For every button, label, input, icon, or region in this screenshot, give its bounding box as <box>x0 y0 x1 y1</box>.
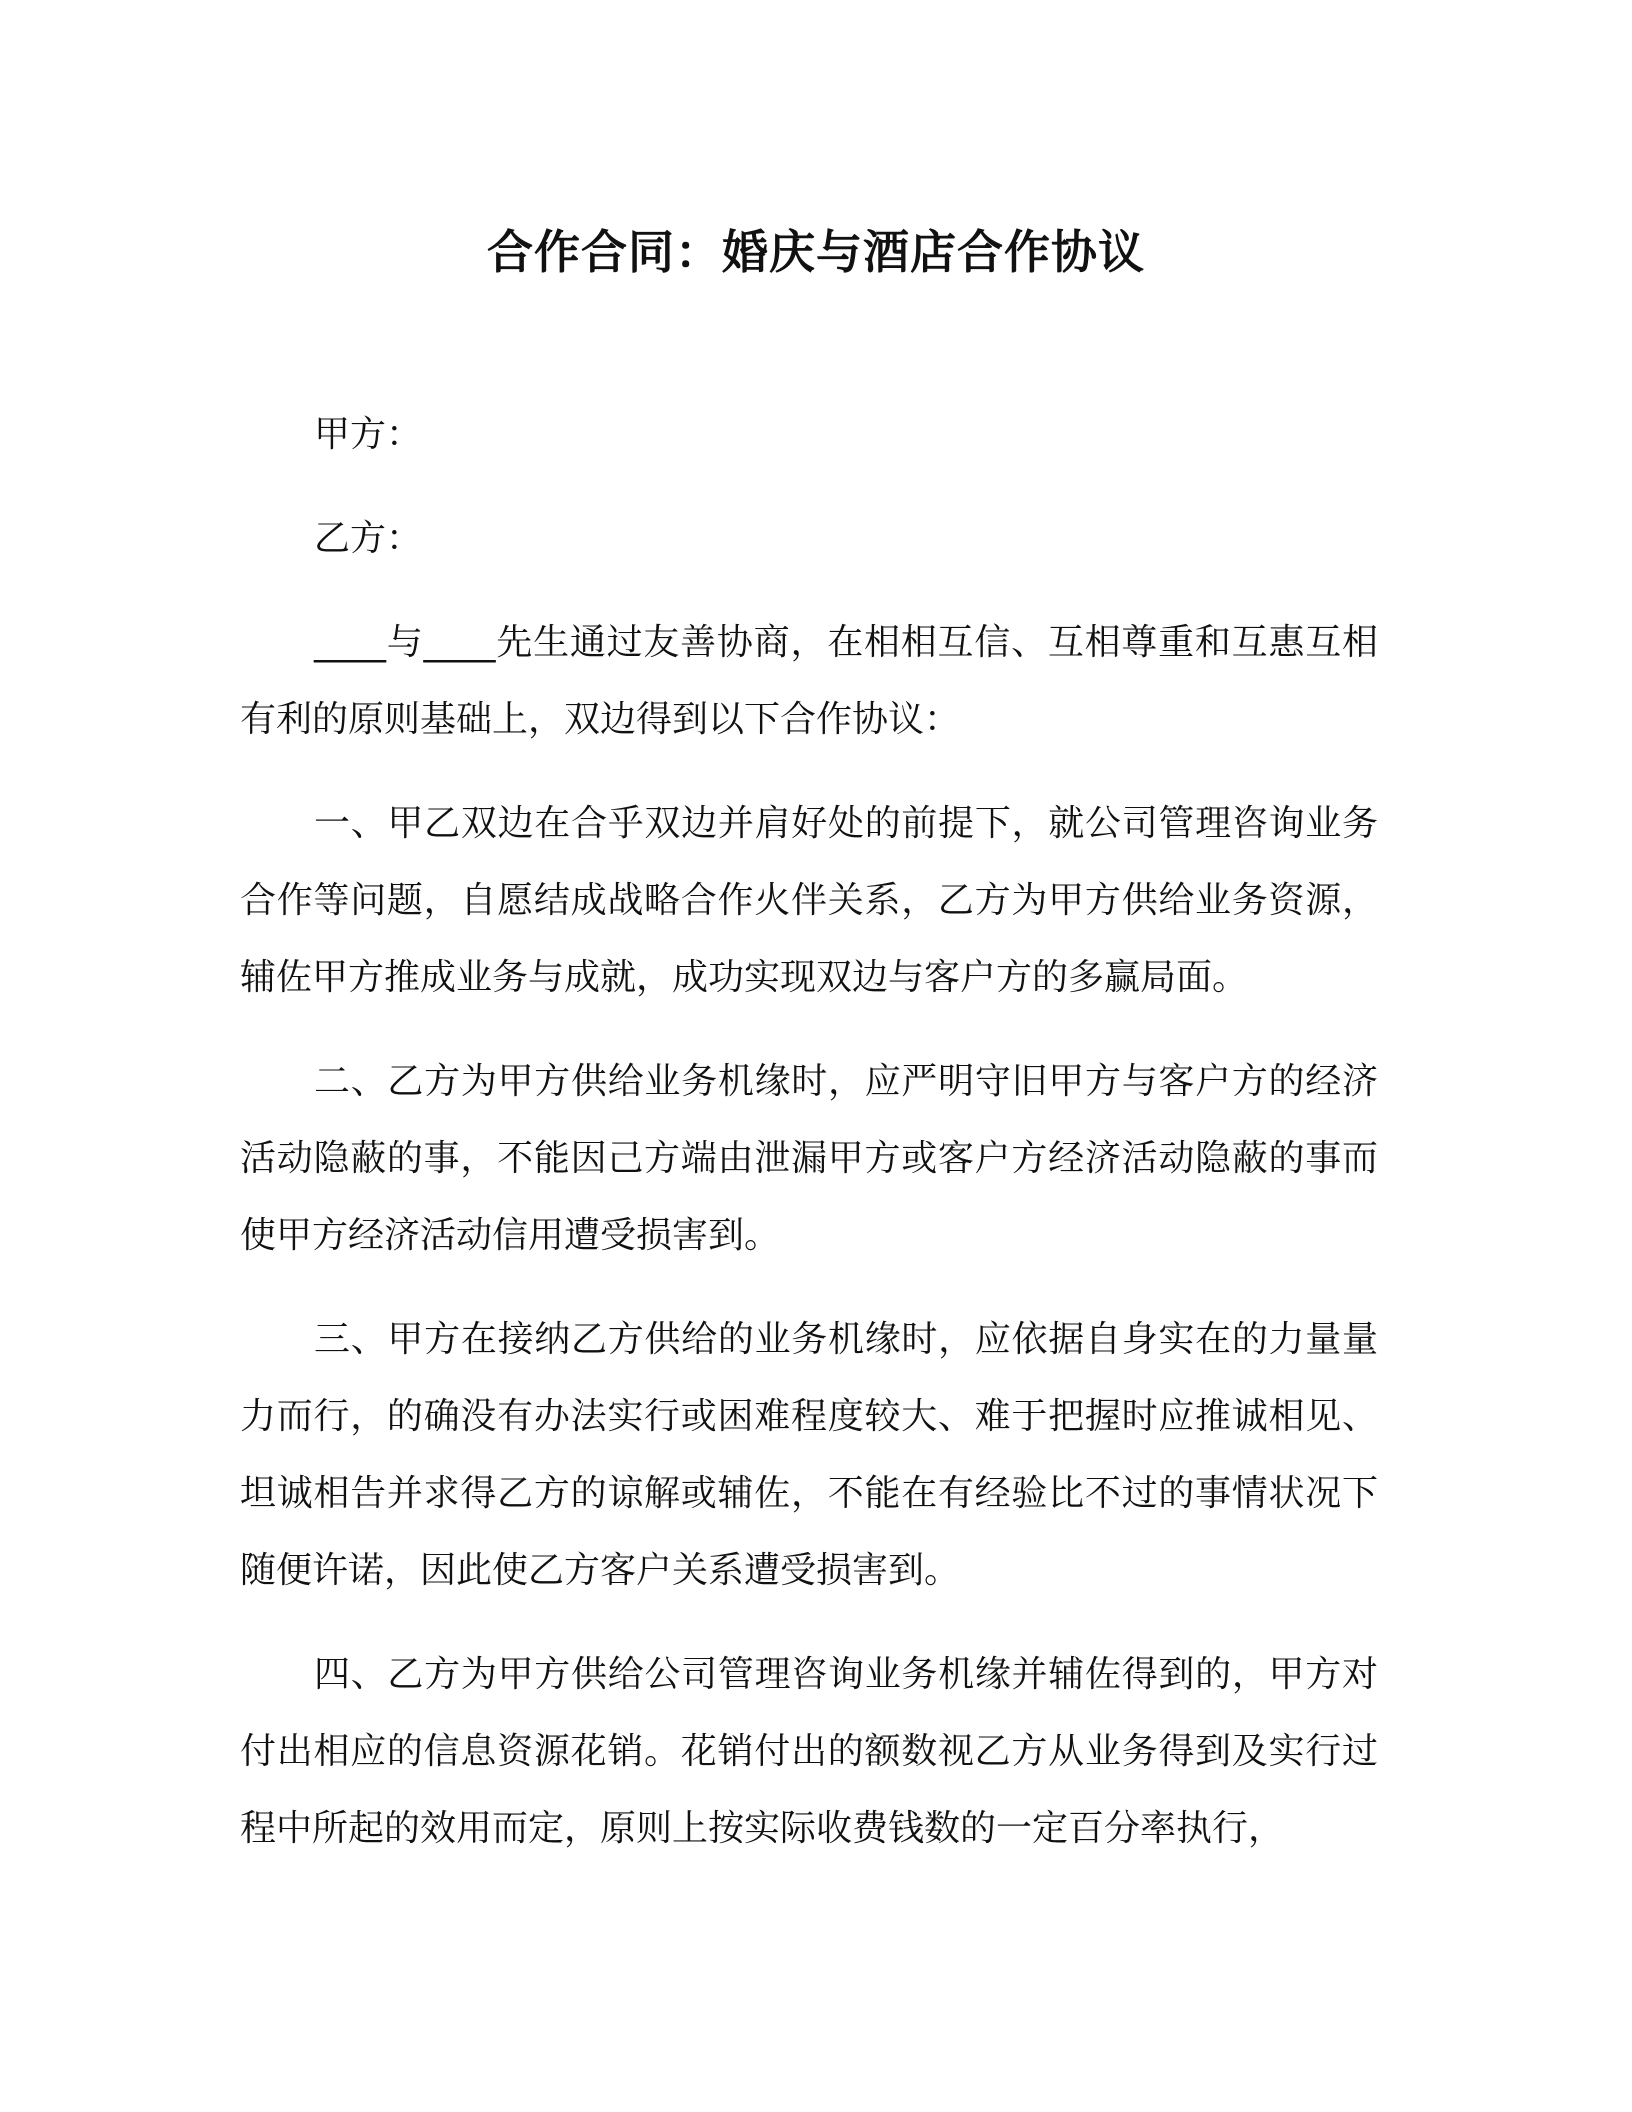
clause-4: 四、乙方为甲方供给公司管理咨询业务机缘并辅佐得到的，甲方对付出相应的信息资源花销。花销付出的额数视乙方从业务得到及实行过程中所起的效用而定，原则上按实际收费钱数的一定百分率执行， <box>240 1654 1378 1849</box>
clause-1: 一、甲乙双边在合乎双边并肩好处的前提下，就公司管理咨询业务合作等问题，自愿结成战略合作火伴关系，乙方为甲方供给业务资源，辅佐甲方推成业务与成就，成功实现双边与客户方的多赢局面。 <box>240 803 1378 998</box>
intro-paragraph: ____与____先生通过友善协商，在相相互信、互相尊重和互惠互相有利的原则基础上，双边得到以下合作协议： <box>240 622 1378 740</box>
document-title: 合作合同：婚庆与酒店合作协议 <box>487 225 1145 279</box>
clause-3: 三、甲方在接纳乙方供给的业务机缘时，应依据自身实在的力量量力而行，的确没有办法实行或困难程度较大、难于把握时应推诚相见、坦诚相告并求得乙方的谅解或辅佐，不能在有经验比不过的事情状况下随便许诺，因此使乙方客户关系遭受损害到。 <box>240 1319 1378 1591</box>
party-a-line: 甲方： <box>314 414 423 455</box>
party-b-line: 乙方： <box>314 518 423 559</box>
document-body <box>240 396 1378 1894</box>
clause-2: 二、乙方为甲方供给业务机缘时，应严明守旧甲方与客户方的经济活动隐蔽的事，不能因己方端由泄漏甲方或客户方经济活动隐蔽的事而使甲方经济活动信用遭受损害到。 <box>240 1061 1378 1256</box>
